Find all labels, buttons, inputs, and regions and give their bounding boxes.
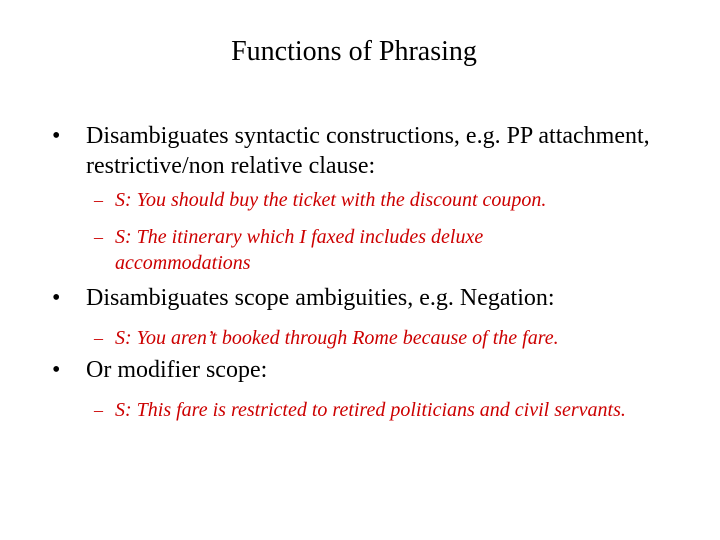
bullet-marker: •	[52, 285, 61, 311]
bullet-2-text: Disambiguates scope ambiguities, e.g. Negation:	[86, 285, 555, 311]
bullet-1-example-1: S: You should buy the ticket with the discount coupon.	[115, 189, 547, 211]
dash-marker: –	[94, 400, 103, 420]
dash-marker: –	[94, 227, 103, 247]
dash-marker: –	[94, 190, 103, 210]
bullet-marker: •	[52, 357, 61, 383]
bullet-1-text: Disambiguates syntactic constructions, e.g. PP attachment, restrictive/non relative clause:	[86, 123, 650, 179]
bullet-2-example-1: S: You aren’t booked through Rome because of the fare.	[115, 327, 559, 349]
slide-title: Functions of Phrasing	[231, 36, 477, 67]
bullet-3-example-1: S: This fare is restricted to retired politicians and civil servants.	[115, 399, 626, 421]
dash-marker: –	[94, 328, 103, 348]
bullet-1-example-2: S: The itinerary which I faxed includes deluxe accommodations	[115, 226, 484, 274]
bullet-3-text: Or modifier scope:	[86, 357, 268, 383]
bullet-marker: •	[52, 123, 61, 149]
